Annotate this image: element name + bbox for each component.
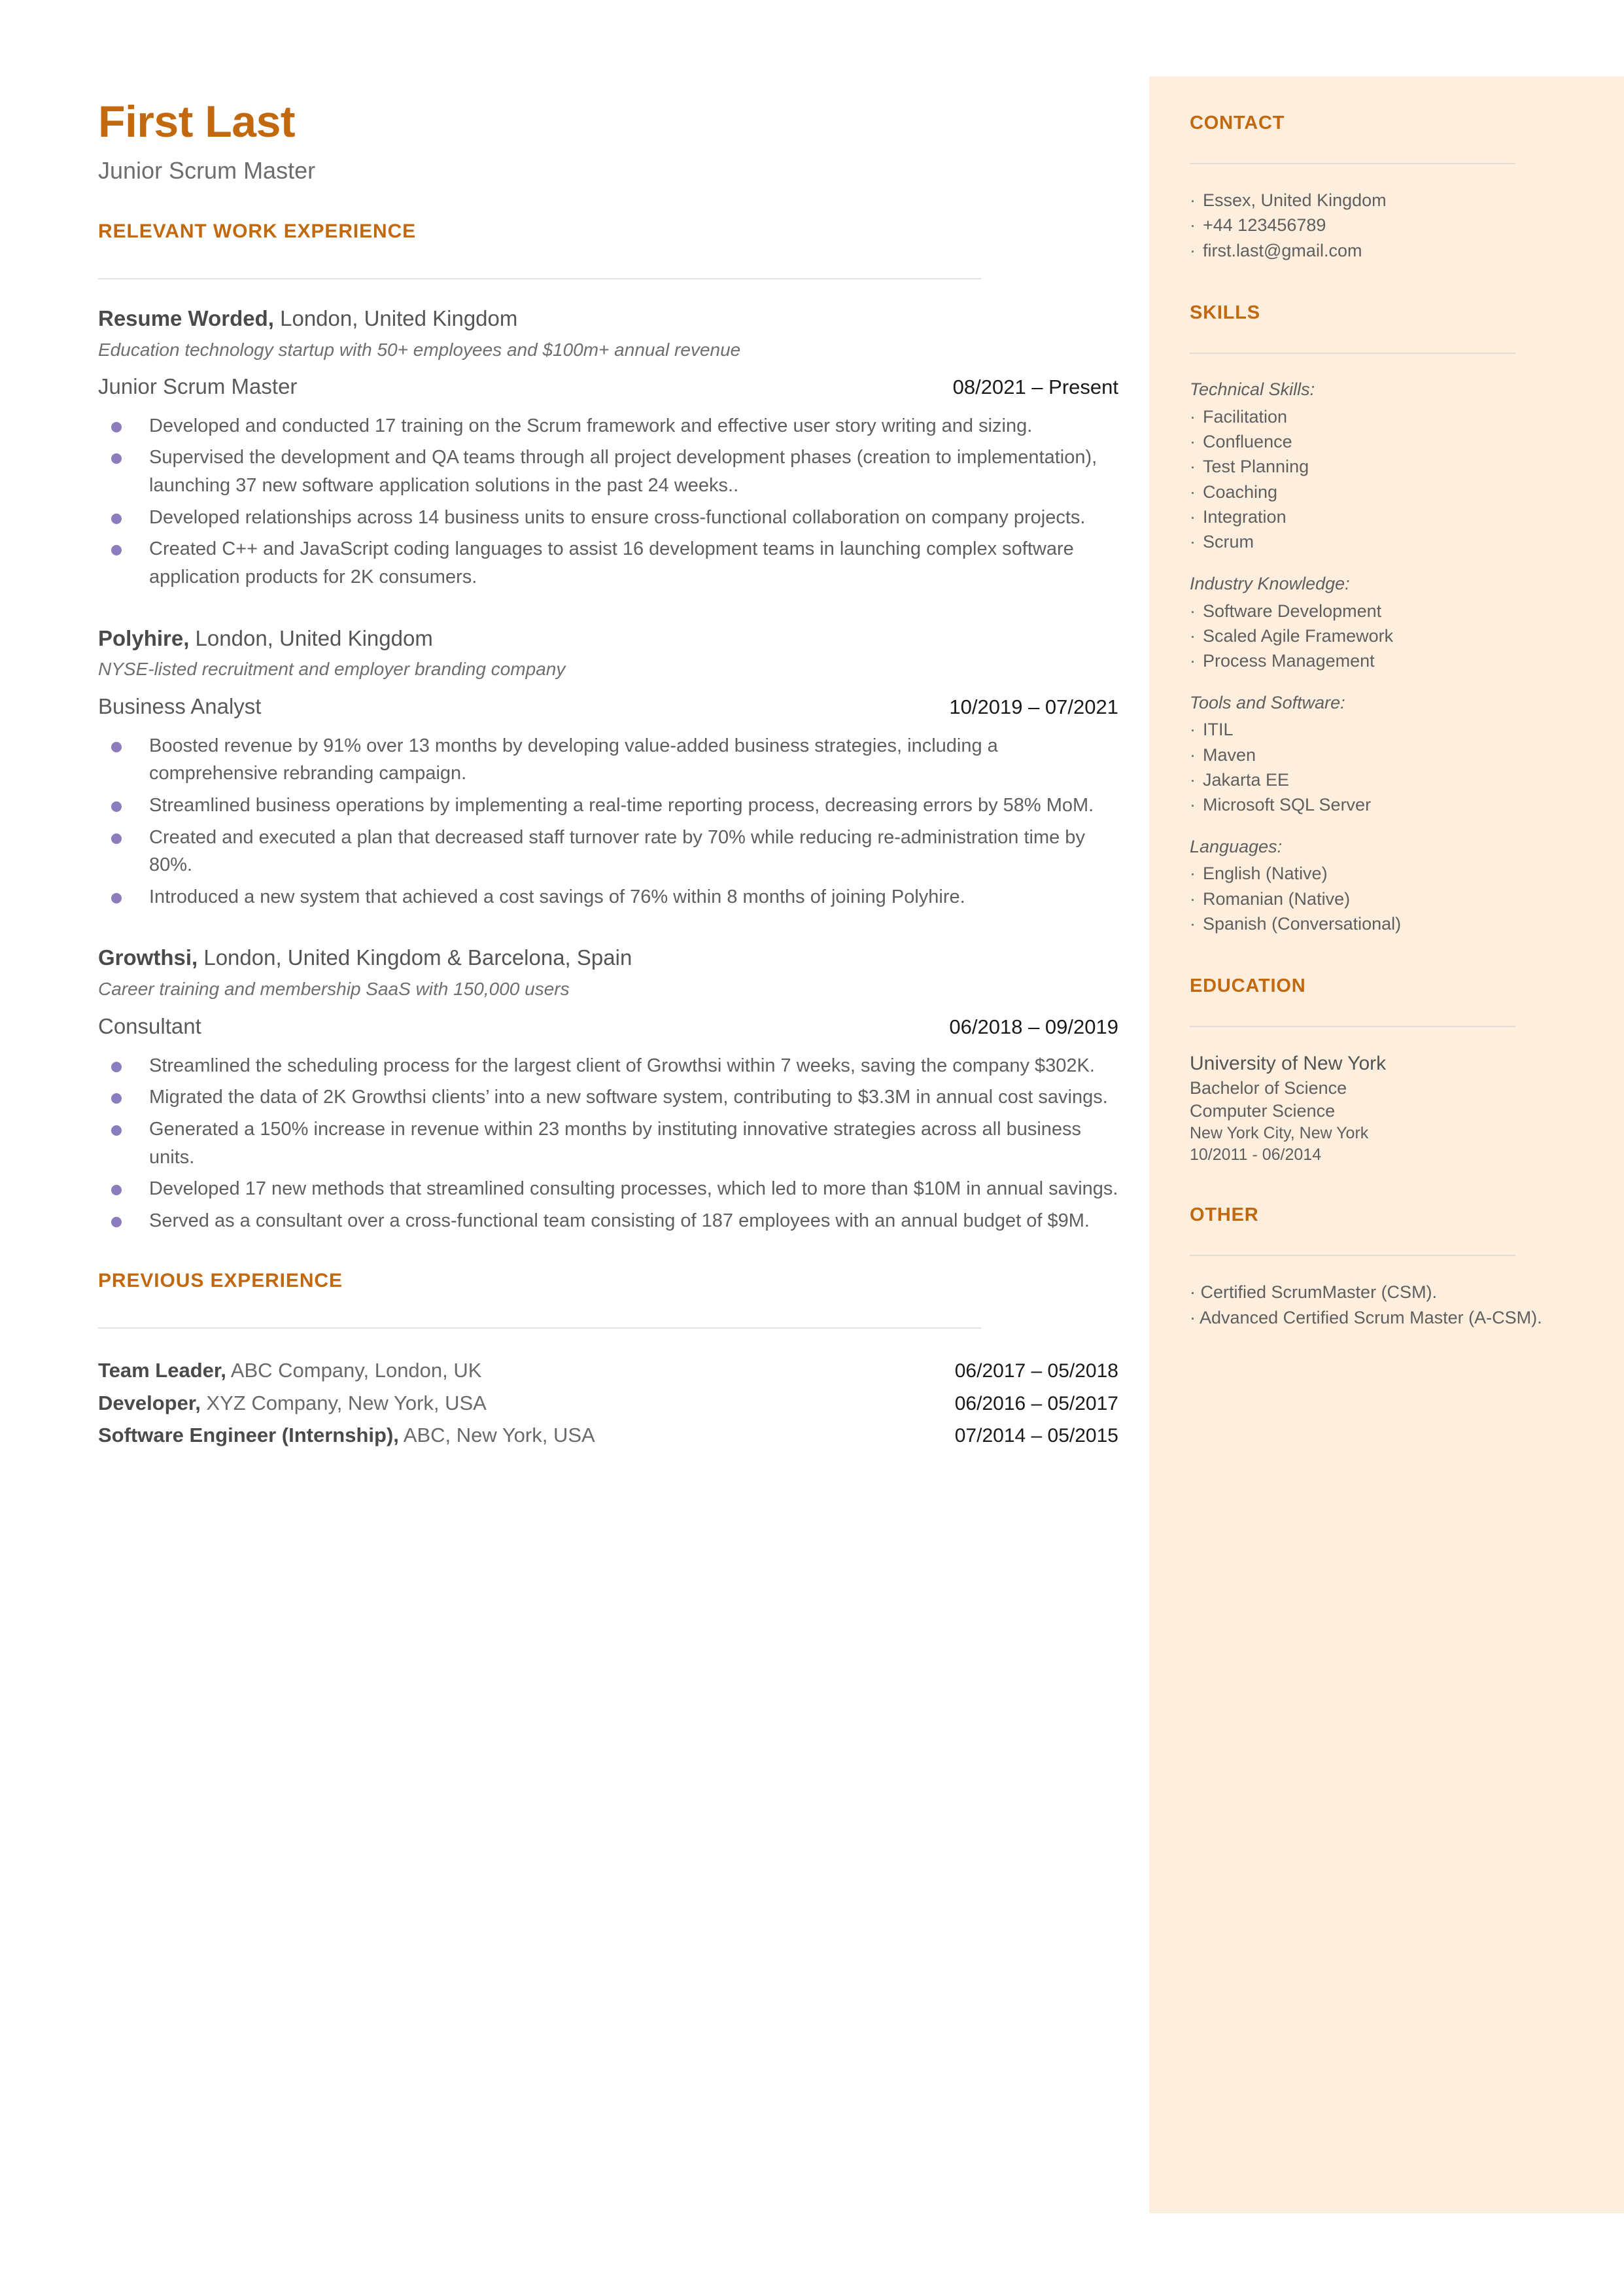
skill-item xyxy=(1190,911,1578,936)
skill-group-label: Technical Skills: xyxy=(1190,379,1315,399)
skill-group-label: Languages: xyxy=(1190,836,1283,856)
previous-experience-title: Team Leader, xyxy=(98,1359,226,1382)
job-bullet xyxy=(98,883,1132,911)
bullet-dot-icon: · xyxy=(1190,406,1196,427)
job-bullet-text: Migrated the data of 2K Growthsi clients’ into a new software system, contributing to $3.3M in annual cost savings. xyxy=(149,1087,1108,1108)
job-bullet xyxy=(98,504,1132,532)
main-column xyxy=(0,0,1149,1454)
contact-item-text: +44 123456789 xyxy=(1203,215,1326,236)
previous-experience-dates: 06/2016 – 05/2017 xyxy=(954,1392,1118,1414)
skills-list xyxy=(1190,377,1578,936)
job-entry xyxy=(98,306,1149,591)
job-title: Consultant xyxy=(98,1013,201,1038)
previous-experience-list xyxy=(98,1358,1149,1448)
bullet-dot-icon xyxy=(111,1125,122,1136)
previous-experience-label xyxy=(98,1390,487,1416)
education-field: Computer Science xyxy=(1190,1101,1336,1121)
skill-item xyxy=(1190,767,1578,792)
page-title: First Last xyxy=(98,97,296,147)
skill-item-text: Scaled Agile Framework xyxy=(1203,625,1394,646)
job-company-name: Growthsi, xyxy=(98,945,198,970)
bullet-dot-icon xyxy=(111,1185,122,1195)
bullet-dot-icon xyxy=(111,742,122,752)
previous-experience-dates: 06/2017 – 05/2018 xyxy=(954,1360,1118,1382)
skill-group-label: Tools and Software: xyxy=(1190,692,1345,712)
bullet-dot-icon: · xyxy=(1190,795,1196,815)
bullet-dot-icon xyxy=(111,1093,122,1104)
skill-item xyxy=(1190,743,1578,767)
job-bullet-text: Developed 17 new methods that streamlined consulting processes, which led to more than $10M in annual savings. xyxy=(149,1178,1118,1200)
job-title: Junior Scrum Master xyxy=(98,374,298,398)
skill-item xyxy=(1190,648,1578,673)
job-company-location: London, United Kingdom xyxy=(273,306,518,330)
bullet-dot-icon: · xyxy=(1190,457,1196,477)
job-company-location: London, United Kingdom & Barcelona, Spain xyxy=(198,945,632,970)
bullet-dot-icon xyxy=(111,514,122,524)
contact-item[interactable] xyxy=(1190,188,1578,213)
contact-list xyxy=(1190,188,1578,263)
skill-item-text: Facilitation xyxy=(1203,406,1288,427)
bullet-dot-icon xyxy=(111,833,122,844)
skill-item-text: Jakarta EE xyxy=(1203,769,1290,790)
sidebar-divider xyxy=(1190,1255,1515,1256)
education-school: University of New York xyxy=(1190,1053,1387,1075)
job-title: Business Analyst xyxy=(98,693,262,718)
skill-item xyxy=(1190,861,1578,886)
job-bullet-text: Developed and conducted 17 training on the Scrum framework and effective user story writing and sizing. xyxy=(149,415,1033,436)
skill-item-text: Spanish (Conversational) xyxy=(1203,914,1402,934)
sidebar-heading-education: EDUCATION xyxy=(1190,975,1306,997)
previous-experience-label xyxy=(98,1422,595,1448)
bullet-dot-icon: · xyxy=(1190,507,1196,527)
job-title-row xyxy=(98,1014,1118,1039)
job-title-row xyxy=(98,694,1118,719)
bullet-dot-icon: · xyxy=(1190,769,1196,790)
previous-experience-company: ABC Company, London, UK xyxy=(226,1359,482,1382)
job-company-description: Education technology startup with 50+ employees and $100m+ annual revenue xyxy=(98,339,741,360)
job-company-line xyxy=(98,625,1149,652)
skill-group xyxy=(1190,691,1578,818)
bullet-dot-icon xyxy=(111,422,122,432)
skill-item xyxy=(1190,529,1578,554)
skill-item-text: Romanian (Native) xyxy=(1203,888,1351,909)
skill-item xyxy=(1190,599,1578,623)
bullet-dot-icon xyxy=(111,1062,122,1072)
bullet-dot-icon: · xyxy=(1190,532,1196,552)
job-bullet-text: Created and executed a plan that decreased staff turnover rate by 70% while reducing re-administration time by 80%. xyxy=(149,826,1085,876)
job-company-name: Polyhire, xyxy=(98,625,190,650)
bullet-dot-icon: · xyxy=(1190,864,1196,884)
bullet-dot-icon: · xyxy=(1190,432,1196,452)
job-company-line xyxy=(98,306,1149,332)
bullet-dot-icon: · xyxy=(1190,215,1196,236)
skill-group xyxy=(1190,572,1578,674)
other-item-text: Certified ScrumMaster (CSM). xyxy=(1200,1282,1438,1303)
job-bullet-list xyxy=(98,732,1132,911)
skill-item xyxy=(1190,623,1578,648)
job-bullet-text: Created C++ and JavaScript coding languages to assist 16 development teams in launching complex software application products for 2K consumers. xyxy=(149,538,1074,587)
sidebar-heading-other: OTHER xyxy=(1190,1204,1259,1226)
section-divider xyxy=(98,1327,981,1329)
previous-experience-dates: 07/2014 – 05/2015 xyxy=(954,1424,1118,1446)
job-bullet-text: Supervised the development and QA teams through all project development phases (creation to implementation), launching 37 new software application solutions in the past 24 weeks.. xyxy=(149,447,1097,497)
previous-experience-label xyxy=(98,1358,481,1384)
job-bullet-text: Streamlined business operations by implementing a real-time reporting process, decreasing errors by 58% MoM. xyxy=(149,794,1094,816)
bullet-dot-icon xyxy=(111,893,122,903)
bullet-dot-icon: · xyxy=(1190,625,1196,646)
job-dates: 06/2018 – 09/2019 xyxy=(949,1015,1118,1038)
skill-item-text: Microsoft SQL Server xyxy=(1203,795,1372,815)
job-bullet xyxy=(98,535,1132,591)
job-bullet-text: Served as a consultant over a cross-functional team consisting of 187 employees with an annual budget of $9M. xyxy=(149,1210,1090,1231)
skill-group xyxy=(1190,835,1578,937)
job-bullet xyxy=(98,412,1132,440)
job-bullet-text: Generated a 150% increase in revenue within 23 months by instituting innovative strategies across all business units. xyxy=(149,1118,1082,1168)
previous-experience-row xyxy=(98,1422,1118,1448)
other-item-text: Advanced Certified Scrum Master (A-CSM). xyxy=(1200,1308,1542,1328)
bullet-dot-icon: · xyxy=(1190,745,1196,765)
bullet-dot-icon xyxy=(111,801,122,812)
job-entry xyxy=(98,945,1149,1235)
job-bullet-text: Streamlined the scheduling process for the largest client of Growthsi within 7 weeks, saving the company $302K. xyxy=(149,1055,1095,1076)
skill-item-text: Maven xyxy=(1203,745,1256,765)
skill-item-text: Software Development xyxy=(1203,601,1382,621)
section-divider xyxy=(98,278,981,279)
job-bullet xyxy=(98,1083,1132,1112)
previous-experience-row xyxy=(98,1358,1118,1384)
bullet-dot-icon: · xyxy=(1190,1308,1200,1328)
skill-item xyxy=(1190,404,1578,429)
skill-item xyxy=(1190,429,1578,454)
other-item xyxy=(1190,1280,1578,1305)
bullet-dot-icon: · xyxy=(1190,482,1196,502)
job-bullet-text: Developed relationships across 14 business units to ensure cross-functional collaboration on company projects. xyxy=(149,506,1086,528)
skill-group-label: Industry Knowledge: xyxy=(1190,573,1350,593)
skill-item xyxy=(1190,480,1578,504)
contact-item-text: Essex, United Kingdom xyxy=(1203,190,1387,210)
section-heading-previous: PREVIOUS EXPERIENCE xyxy=(98,1270,343,1292)
skill-item xyxy=(1190,886,1578,911)
skill-item-text: English (Native) xyxy=(1203,864,1328,884)
previous-experience-company: ABC, New York, USA xyxy=(398,1423,595,1446)
contact-item[interactable] xyxy=(1190,238,1578,263)
skill-group xyxy=(1190,377,1578,555)
skill-item-text: ITIL xyxy=(1203,720,1234,740)
skill-item-text: Process Management xyxy=(1203,651,1375,671)
sidebar-heading-contact: CONTACT xyxy=(1190,113,1285,133)
previous-experience-row xyxy=(98,1390,1118,1416)
bullet-dot-icon xyxy=(111,545,122,555)
work-experience-list xyxy=(98,306,1149,1235)
job-bullet xyxy=(98,1207,1132,1235)
bullet-dot-icon: · xyxy=(1190,651,1196,671)
contact-item[interactable] xyxy=(1190,213,1578,237)
skill-item xyxy=(1190,792,1578,817)
bullet-dot-icon xyxy=(111,453,122,464)
other-item xyxy=(1190,1305,1578,1331)
job-bullet xyxy=(98,732,1132,788)
sidebar-panel xyxy=(1149,77,1624,2213)
bullet-dot-icon: · xyxy=(1190,1282,1201,1303)
sidebar-divider xyxy=(1190,1026,1515,1027)
job-bullet xyxy=(98,824,1132,879)
bullet-dot-icon: · xyxy=(1190,914,1196,934)
skill-item-text: Scrum xyxy=(1203,532,1254,552)
job-dates: 08/2021 – Present xyxy=(952,375,1118,398)
sidebar-section-other xyxy=(1190,1204,1578,1331)
job-bullet-list xyxy=(98,412,1132,591)
sidebar-section-skills xyxy=(1190,302,1578,936)
job-company-description: Career training and membership SaaS with 150,000 users xyxy=(98,979,570,1000)
skill-item xyxy=(1190,504,1578,529)
bullet-dot-icon: · xyxy=(1190,720,1196,740)
job-bullet xyxy=(98,444,1132,499)
education-dates: 10/2011 - 06/2014 xyxy=(1190,1145,1322,1164)
section-heading-work: RELEVANT WORK EXPERIENCE xyxy=(98,220,417,242)
bullet-dot-icon: · xyxy=(1190,190,1196,210)
sidebar-section-education xyxy=(1190,975,1578,1165)
job-entry xyxy=(98,625,1149,911)
job-company-location: London, United Kingdom xyxy=(189,625,433,650)
sidebar-divider xyxy=(1190,163,1515,164)
job-company-description: NYSE-listed recruitment and employer branding company xyxy=(98,659,566,680)
skill-item-text: Integration xyxy=(1203,507,1287,527)
job-bullet xyxy=(98,1115,1132,1171)
skill-item-text: Test Planning xyxy=(1203,457,1309,477)
bullet-dot-icon: · xyxy=(1190,240,1196,260)
job-bullet xyxy=(98,792,1132,820)
bullet-dot-icon: · xyxy=(1190,888,1196,909)
bullet-dot-icon: · xyxy=(1190,601,1196,621)
bullet-dot-icon xyxy=(111,1217,122,1227)
skill-item-text: Confluence xyxy=(1203,432,1292,452)
education-location: New York City, New York xyxy=(1190,1124,1369,1143)
sidebar-heading-skills: SKILLS xyxy=(1190,302,1260,323)
other-list xyxy=(1190,1280,1578,1331)
headline-role: Junior Scrum Master xyxy=(98,157,316,184)
job-company-name: Resume Worded, xyxy=(98,306,274,330)
job-bullet-text: Boosted revenue by 91% over 13 months by developing value-added business strategies, including a comprehensive rebranding campaign. xyxy=(149,735,998,784)
skill-item-text: Coaching xyxy=(1203,482,1278,502)
sidebar-section-contact xyxy=(1190,113,1578,263)
contact-item-text: first.last@gmail.com xyxy=(1203,240,1362,260)
job-title-row xyxy=(98,374,1118,399)
skill-item xyxy=(1190,454,1578,479)
previous-experience-company: XYZ Company, New York, USA xyxy=(200,1391,487,1414)
education-degree: Bachelor of Science xyxy=(1190,1078,1347,1098)
job-company-line xyxy=(98,945,1149,972)
job-bullet xyxy=(98,1175,1132,1203)
sidebar-divider xyxy=(1190,353,1515,354)
job-bullet xyxy=(98,1052,1132,1080)
job-bullet-text: Introduced a new system that achieved a cost savings of 76% within 8 months of joining Polyhire. xyxy=(149,886,965,907)
previous-experience-title: Software Engineer (Internship), xyxy=(98,1423,399,1446)
education-entry xyxy=(1190,1051,1578,1165)
previous-experience-title: Developer, xyxy=(98,1391,201,1414)
skill-item xyxy=(1190,717,1578,742)
job-dates: 10/2019 – 07/2021 xyxy=(949,695,1118,718)
job-bullet-list xyxy=(98,1052,1132,1235)
